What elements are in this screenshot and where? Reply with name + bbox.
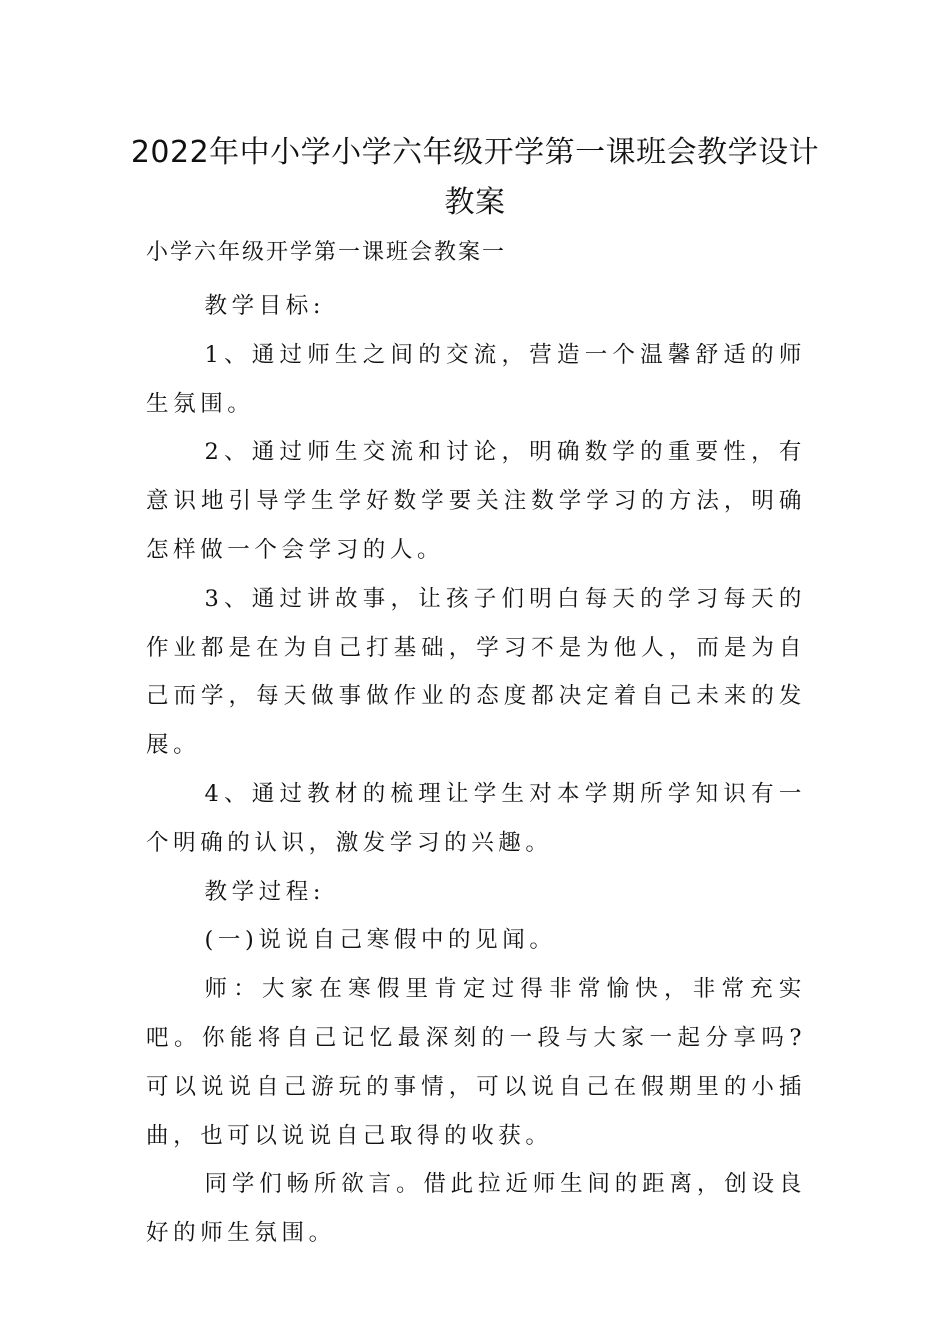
document-title-line-2: 教案 [444, 185, 506, 220]
document-title-line-1: 2022年中小学小学六年级开学第一课班会教学设计 [130, 135, 820, 170]
paragraph-objective-2: 2、通过师生交流和讨论，明确数学的重要性，有意识地引导学生学好数学要关注数学学习的方法，明确怎样做一个会学习的人。 [146, 439, 806, 563]
paragraph-objective-4: 4、通过教材的梳理让学生对本学期所学知识有一个明确的认识，激发学习的兴趣。 [146, 780, 806, 856]
document-body [146, 282, 806, 1258]
paragraph-process-heading: 教学过程: [204, 878, 326, 905]
paragraph-objectives-heading: 教学目标: [204, 293, 326, 319]
paragraph-objective-3: 3、通过讲故事，让孩子们明白每天的学习每天的作业都是在为自己打基础，学习不是为他人，而是为自己而学，每天做事做作业的态度都决定着自己未来的发展。 [146, 585, 806, 759]
paragraph-process-step-1: (一)说说自己寒假中的见闻。 [204, 927, 557, 954]
document-subtitle: 小学六年级开学第一课班会教案一 [146, 240, 507, 265]
paragraph-teacher-speech: 师：大家在寒假里肯定过得非常愉快，非常充实吧。你能将自己记忆最深刻的一段与大家一起分享吗?可以说说自己游玩的事情，可以说自己在假期里的小插曲，也可以说说自己取得的收获。 [146, 976, 806, 1149]
paragraph-objective-1: 1、通过师生之间的交流，营造一个温馨舒适的师生氛围。 [146, 341, 806, 417]
paragraph-students-share: 同学们畅所欲言。借此拉近师生间的距离，创设良好的师生氛围。 [146, 1171, 806, 1247]
